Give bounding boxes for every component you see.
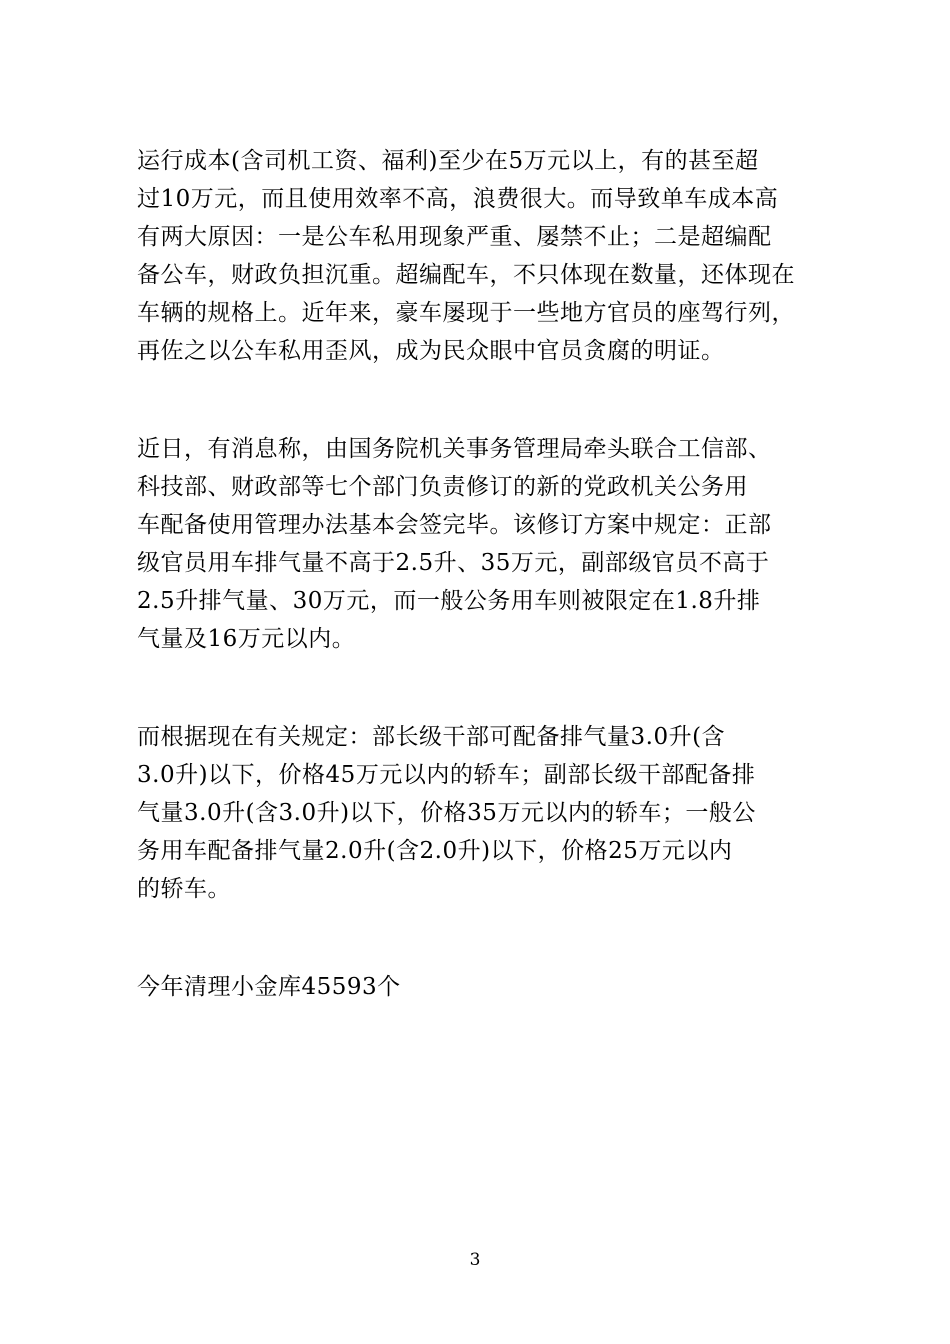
text-line: 务用车配备排气量2.0升(含2.0升)以下，价格25万元以内 <box>137 838 733 864</box>
text-line: 车辆的规格上。近年来，豪车屡现于一些地方官员的座驾行列， <box>137 300 795 326</box>
body-text <box>137 142 827 1006</box>
text-line: 车配备使用管理办法基本会签完毕。该修订方案中规定：正部 <box>137 512 772 538</box>
text-line: 有两大原因：一是公车私用现象严重、屡禁不止；二是超编配 <box>137 224 772 250</box>
paragraph-spacer <box>137 908 827 968</box>
text-line: 2.5升排气量、30万元，而一般公务用车则被限定在1.8升排 <box>137 588 761 614</box>
text-line: 近日，有消息称，由国务院机关事务管理局牵头联合工信部、 <box>137 436 772 462</box>
text-line: 3.0升)以下，价格45万元以内的轿车；副部长级干部配备排 <box>137 762 756 788</box>
text-line: 今年清理小金库45593个 <box>137 974 401 1000</box>
paragraph-spacer <box>137 658 827 718</box>
text-line: 再佐之以公车私用歪风，成为民众眼中官员贪腐的明证。 <box>137 338 725 364</box>
page-number: 3 <box>469 1250 481 1270</box>
text-line: 科技部、财政部等七个部门负责修订的新的党政机关公务用 <box>137 474 748 500</box>
paragraph-2 <box>137 430 827 658</box>
text-line: 气量及16万元以内。 <box>137 626 356 652</box>
paragraph-4 <box>137 968 827 1006</box>
paragraph-1 <box>137 142 827 370</box>
text-line: 级官员用车排气量不高于2.5升、35万元，副部级官员不高于 <box>137 550 770 576</box>
paragraph-3 <box>137 718 827 908</box>
text-line: 备公车，财政负担沉重。超编配车，不只体现在数量，还体现在 <box>137 262 795 288</box>
text-line: 运行成本(含司机工资、福利)至少在5万元以上，有的甚至超 <box>137 148 759 174</box>
text-line: 而根据现在有关规定：部长级干部可配备排气量3.0升(含 <box>137 724 726 750</box>
text-line: 过10万元，而且使用效率不高，浪费很大。而导致单车成本高 <box>137 186 779 212</box>
text-line: 的轿车。 <box>137 876 231 902</box>
text-line: 气量3.0升(含3.0升)以下，价格35万元以内的轿车；一般公 <box>137 800 756 826</box>
paragraph-spacer <box>137 370 827 430</box>
